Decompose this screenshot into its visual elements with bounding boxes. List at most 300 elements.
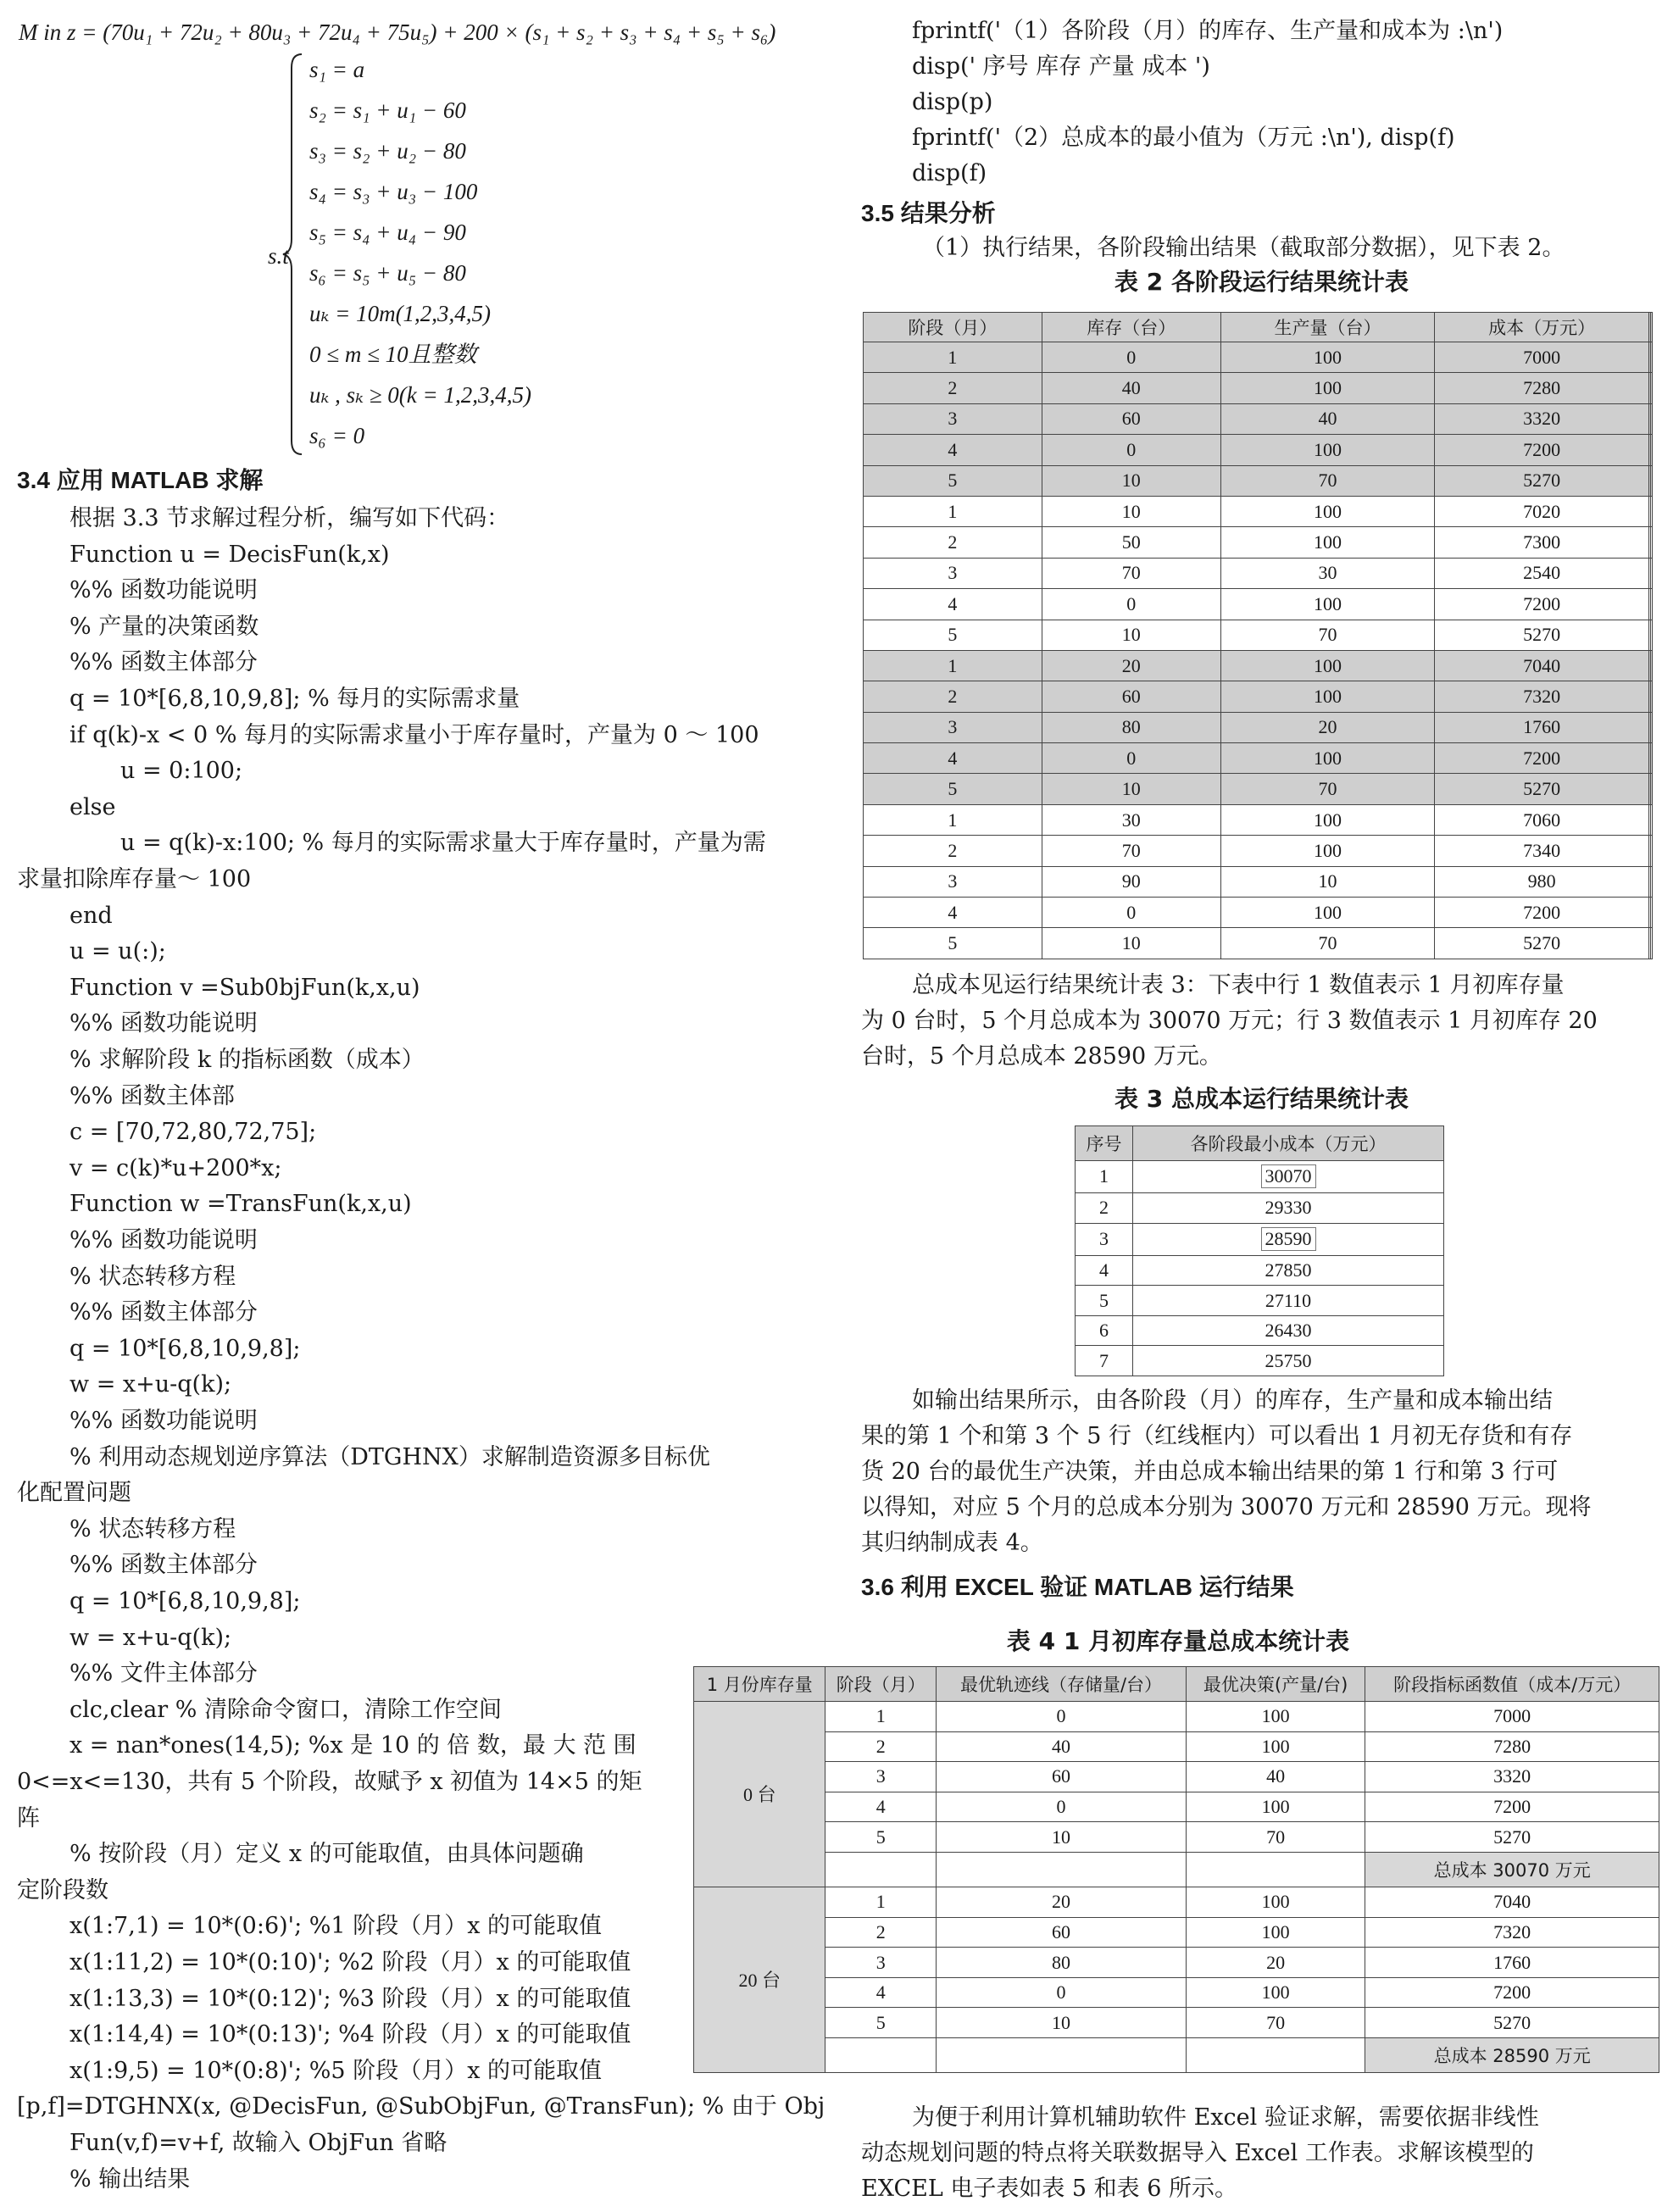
paragraph-line: 为 0 台时，5 个月总成本为 30070 万元；行 3 数值表示 1 月初库存 20 <box>861 1008 1598 1034</box>
table-row <box>864 743 1653 774</box>
table-cell: 1760 <box>1435 712 1649 742</box>
table-cell: 100 <box>1220 743 1435 774</box>
table-row <box>694 1792 1659 1822</box>
table-row <box>864 681 1653 712</box>
table-row <box>864 898 1653 928</box>
code-line: c = [70,72,80,72,75]; <box>69 1119 317 1145</box>
highlighted-value: 30070 <box>1261 1164 1316 1188</box>
empty-cell <box>937 1853 1187 1887</box>
table-cell: 7200 <box>1435 743 1649 774</box>
empty-cell <box>1650 620 1652 650</box>
table-cell: 50 <box>1042 527 1220 558</box>
table-cell: 100 <box>1186 1917 1365 1948</box>
table-cell: 2 <box>825 1731 937 1762</box>
group-label: 20 台 <box>694 1887 825 2072</box>
table-cell: 980 <box>1435 866 1649 897</box>
table-cell: 10 <box>1042 465 1220 496</box>
table-row <box>1076 1160 1444 1192</box>
table-cell: 10 <box>937 2008 1187 2038</box>
table-cell <box>1133 1160 1444 1192</box>
table-row <box>694 2008 1659 2038</box>
table-cell: 10 <box>1220 866 1435 897</box>
table-cell: 100 <box>1186 1731 1365 1762</box>
empty-cell <box>1186 2038 1365 2073</box>
table-cell: 7040 <box>1365 1887 1659 1917</box>
table-cell: 0 <box>1042 435 1220 465</box>
table-cell: 5 <box>864 465 1042 496</box>
code-line: %% 函数主体部分 <box>69 649 258 675</box>
table-cell: 30 <box>1042 804 1220 835</box>
table-cell: 100 <box>1220 836 1435 866</box>
table-cell: 10 <box>1042 620 1220 650</box>
table-cell: 7280 <box>1365 1731 1659 1762</box>
code-line: w = x+u-q(k); <box>69 1371 232 1398</box>
table-row <box>864 342 1653 373</box>
table-cell: 7020 <box>1435 496 1649 526</box>
table-row <box>694 1887 1659 1917</box>
empty-cell <box>1650 465 1652 496</box>
column-header: 最优决策(产量/台) <box>1186 1667 1365 1702</box>
code-line: v = c(k)*u+200*x; <box>69 1155 282 1181</box>
empty-cell <box>1650 774 1652 804</box>
constraint-line: s₅ = s₄ + u₄ − 90 <box>309 220 466 245</box>
table-header-row <box>1076 1126 1444 1161</box>
code-line: [p,f]=DTGHNX(x, @DecisFun, @SubObjFun, @TransFun); % 由于 Obj <box>17 2093 825 2120</box>
table-cell: 70 <box>1220 620 1435 650</box>
constraint-line: s₁ = a <box>309 57 365 82</box>
table-cell: 40 <box>1186 1762 1365 1792</box>
empty-cell <box>1650 681 1652 712</box>
table-row <box>864 712 1653 742</box>
empty-cell <box>1650 589 1652 620</box>
paragraph-line: 果的第 1 个和第 3 个 5 行（红线框内）可以看出 1 月初无存货和有存 <box>861 1423 1573 1449</box>
highlighted-value: 28590 <box>1261 1227 1316 1251</box>
table-cell: 2 <box>864 527 1042 558</box>
objective-formula: M in z = (70u₁ + 72u₂ + 80u₃ + 72u₄ + 75u₅) + 200 × (s₁ + s₂ + s₃ + s₄ + s₅ + s₆) <box>19 19 776 45</box>
table-cell: 7200 <box>1365 1977 1659 2008</box>
table-cell: 100 <box>1220 804 1435 835</box>
code-line: 化配置问题 <box>17 1480 131 1506</box>
table-cell: 7320 <box>1365 1917 1659 1948</box>
table-row <box>864 403 1653 434</box>
empty-cell <box>1650 804 1652 835</box>
table-cell: 5 <box>1076 1286 1133 1316</box>
table-cell: 3 <box>825 1762 937 1792</box>
code-line: fprintf('（1）各阶段（月）的库存、生产量和成本为 :\n') <box>912 18 1504 44</box>
table-cell: 1 <box>864 496 1042 526</box>
table-cell: 70 <box>1220 774 1435 804</box>
table-cell: 4 <box>825 1792 937 1822</box>
table-header-row <box>864 313 1653 342</box>
table-row <box>864 804 1653 835</box>
constraint-line: s₂ = s₁ + u₁ − 60 <box>309 97 466 123</box>
code-line: fprintf('（2）总成本的最小值为（万元 :\n'), disp(f) <box>912 125 1455 151</box>
table-cell: 5270 <box>1435 465 1649 496</box>
table-row <box>1076 1286 1444 1316</box>
code-line: 求量扣除库存量～ 100 <box>17 866 252 892</box>
table-cell: 27110 <box>1133 1286 1444 1316</box>
table-cell: 5 <box>864 774 1042 804</box>
table-row <box>694 1762 1659 1792</box>
table-row <box>694 1822 1659 1853</box>
code-line: % 按阶段（月）定义 x 的可能取值，由具体问题确 <box>69 1841 584 1867</box>
table-cell: 3 <box>864 558 1042 588</box>
table-cell: 1 <box>864 650 1042 681</box>
empty-cell <box>1650 373 1652 403</box>
code-line: 0<=x<=130，共有 5 个阶段，故赋予 x 初值为 14×5 的矩 <box>17 1769 642 1795</box>
table-cell: 7200 <box>1435 898 1649 928</box>
code-line: %% 函数主体部 <box>69 1083 235 1109</box>
code-line: q = 10*[6,8,10,9,8]; <box>69 1336 301 1362</box>
table-cell <box>1133 1223 1444 1255</box>
table-cell: 7280 <box>1435 373 1649 403</box>
table-cell: 0 <box>937 1701 1187 1731</box>
table-cell: 7340 <box>1435 836 1649 866</box>
code-line: Function u = DecisFun(k,x) <box>69 542 390 568</box>
total-cost-cell: 总成本 30070 万元 <box>1365 1853 1659 1887</box>
table-cell: 4 <box>864 589 1042 620</box>
table-cell: 7320 <box>1435 681 1649 712</box>
table-cell: 40 <box>1220 403 1435 434</box>
table-row <box>864 650 1653 681</box>
table-cell: 7200 <box>1435 435 1649 465</box>
empty-cell <box>1650 836 1652 866</box>
table-cell: 70 <box>1042 836 1220 866</box>
code-line: if q(k)-x < 0 % 每月的实际需求量小于库存量时，产量为 0 ～ 100 <box>69 722 759 748</box>
code-line: % 状态转移方程 <box>69 1516 236 1542</box>
table-cell: 27850 <box>1133 1255 1444 1286</box>
paragraph-line: 如输出结果所示，由各阶段（月）的库存，生产量和成本输出结 <box>912 1387 1553 1414</box>
paragraph-line: EXCEL 电子表如表 5 和表 6 所示。 <box>861 2176 1238 2202</box>
table-row <box>694 1948 1659 1978</box>
table-row <box>864 496 1653 526</box>
table-cell: 5270 <box>1435 928 1649 959</box>
empty-cell <box>825 1853 937 1887</box>
total-row <box>694 1853 1659 1887</box>
column-header <box>1650 313 1652 342</box>
code-line: 阵 <box>17 1805 40 1831</box>
empty-cell <box>1650 496 1652 526</box>
table-header-row <box>694 1667 1659 1702</box>
code-line: x = nan*ones(14,5); %x 是 10 的 倍 数，最 大 范 围 <box>69 1732 636 1759</box>
table-cell: 5 <box>825 1822 937 1853</box>
table-row <box>1076 1346 1444 1376</box>
table-cell: 3 <box>864 403 1042 434</box>
table-cell: 80 <box>937 1948 1187 1978</box>
table-cell: 5270 <box>1435 620 1649 650</box>
table-cell: 7000 <box>1435 342 1649 373</box>
paragraph-line: 动态规划问题的特点将关联数据导入 Excel 工作表。求解该模型的 <box>861 2140 1534 2166</box>
empty-cell <box>1650 928 1652 959</box>
column-header: 成本（万元） <box>1435 313 1649 342</box>
table-cell: 0 <box>1042 589 1220 620</box>
empty-cell <box>1650 743 1652 774</box>
paragraph-line: 台时，5 个月总成本 28590 万元。 <box>861 1043 1222 1070</box>
table-cell: 3320 <box>1365 1762 1659 1792</box>
table-cell: 1 <box>1076 1160 1133 1192</box>
paragraph-line: 其归纳制成表 4。 <box>861 1530 1043 1556</box>
table-cell: 40 <box>937 1731 1187 1762</box>
code-line: % 利用动态规划逆序算法（DTGHNX）求解制造资源多目标优 <box>69 1444 710 1470</box>
table-cell: 100 <box>1220 681 1435 712</box>
table-row <box>694 1701 1659 1731</box>
code-line: %% 函数主体部分 <box>69 1299 258 1326</box>
table-cell: 4 <box>864 435 1042 465</box>
table-row <box>864 928 1653 959</box>
table-cell: 5 <box>864 928 1042 959</box>
table-cell: 4 <box>864 743 1042 774</box>
st-label: s.t <box>268 243 289 269</box>
code-line: w = x+u-q(k); <box>69 1625 232 1651</box>
table-cell: 20 <box>1186 1948 1365 1978</box>
table-row <box>864 589 1653 620</box>
table-cell: 100 <box>1220 527 1435 558</box>
empty-cell <box>1650 558 1652 588</box>
code-line: disp(p) <box>912 89 993 115</box>
empty-cell <box>1650 527 1652 558</box>
column-header: 生产量（台） <box>1220 313 1435 342</box>
code-line: 定阶段数 <box>17 1877 108 1904</box>
column-header: 阶段指标函数值（成本/万元） <box>1365 1667 1659 1702</box>
code-line: clc,clear % 清除命令窗口，清除工作空间 <box>69 1697 503 1723</box>
table-cell: 7 <box>1076 1346 1133 1376</box>
table-cell: 80 <box>1042 712 1220 742</box>
code-line: x(1:13,3) = 10*(0:12)'; %3 阶段（月）x 的可能取值 <box>69 1986 631 2012</box>
empty-cell <box>1650 435 1652 465</box>
code-line: u = u(:); <box>69 938 166 964</box>
column-header: 1 月份库存量 <box>694 1667 825 1702</box>
empty-cell <box>825 2038 937 2073</box>
code-line: Fun(v,f)=v+f, 故输入 ObjFun 省略 <box>69 2130 447 2156</box>
table-cell: 5 <box>864 620 1042 650</box>
table-cell: 10 <box>937 1822 1187 1853</box>
empty-cell <box>1650 403 1652 434</box>
total-row <box>694 2038 1659 2073</box>
code-line: % 产量的决策函数 <box>69 614 259 640</box>
table-cell: 3320 <box>1435 403 1649 434</box>
code-line: %% 函数主体部分 <box>69 1552 258 1578</box>
table-cell: 90 <box>1042 866 1220 897</box>
column-header: 阶段（月） <box>825 1667 937 1702</box>
table-cell: 70 <box>1220 465 1435 496</box>
paragraph-line: 以得知，对应 5 个月的总成本分别为 30070 万元和 28590 万元。现将 <box>861 1494 1592 1520</box>
column-header: 阶段（月） <box>864 313 1042 342</box>
table-cell: 100 <box>1220 342 1435 373</box>
empty-cell <box>1186 1853 1365 1887</box>
table-cell: 5 <box>825 2008 937 2038</box>
section-3-5-paragraph: （1）执行结果，各阶段输出结果（截取部分数据），见下表 2。 <box>922 235 1565 261</box>
table3-caption: 表 3 总成本运行结果统计表 <box>1114 1085 1409 1113</box>
constraint-line: s₄ = s₃ + u₃ − 100 <box>309 179 478 204</box>
table-cell: 2 <box>864 836 1042 866</box>
column-header: 最优轨迹线（存储量/台） <box>937 1667 1187 1702</box>
constraint-line: s₃ = s₂ + u₂ − 80 <box>309 138 466 164</box>
constraint-line: s₆ = 0 <box>309 423 365 448</box>
table-cell: 7040 <box>1435 650 1649 681</box>
empty-cell <box>937 2038 1187 2073</box>
table-cell: 10 <box>1042 496 1220 526</box>
code-line: q = 10*[6,8,10,9,8]; <box>69 1588 301 1615</box>
table-cell: 2 <box>1076 1193 1133 1224</box>
table-cell: 10 <box>1042 774 1220 804</box>
code-line: disp(f) <box>912 160 987 186</box>
table-cell: 5270 <box>1365 2008 1659 2038</box>
table-cell: 0 <box>937 1977 1187 2008</box>
code-line: % 状态转移方程 <box>69 1264 236 1290</box>
table-row <box>864 866 1653 897</box>
code-line: %% 函数功能说明 <box>69 1010 258 1037</box>
table-row <box>694 1917 1659 1948</box>
table4 <box>693 1666 1659 2073</box>
section-3-4-title: 3.4 应用 MATLAB 求解 <box>17 467 264 493</box>
table-row <box>1076 1193 1444 1224</box>
table-cell: 60 <box>1042 681 1220 712</box>
table-row <box>864 620 1653 650</box>
table-cell: 20 <box>937 1887 1187 1917</box>
table-cell: 3 <box>864 866 1042 897</box>
table-cell: 100 <box>1186 1701 1365 1731</box>
table2-caption: 表 2 各阶段运行结果统计表 <box>1114 268 1409 296</box>
table-cell: 1 <box>864 804 1042 835</box>
table-cell: 70 <box>1186 1822 1365 1853</box>
table-row <box>864 465 1653 496</box>
table-cell: 100 <box>1186 1977 1365 2008</box>
code-line: % 输出结果 <box>69 2166 191 2193</box>
table-cell: 7200 <box>1365 1792 1659 1822</box>
table-row <box>694 1731 1659 1762</box>
code-line: end <box>69 903 113 929</box>
table-cell: 60 <box>937 1762 1187 1792</box>
table-cell: 5270 <box>1365 1822 1659 1853</box>
table3 <box>1075 1125 1444 1376</box>
table-row <box>864 774 1653 804</box>
table-cell: 100 <box>1186 1887 1365 1917</box>
empty-cell <box>1650 712 1652 742</box>
table-cell: 1 <box>825 1887 937 1917</box>
table-cell: 25750 <box>1133 1346 1444 1376</box>
table-row <box>694 1977 1659 2008</box>
table-cell: 20 <box>1042 650 1220 681</box>
column-header: 序号 <box>1076 1126 1133 1161</box>
table2 <box>863 312 1653 959</box>
table-cell: 0 <box>1042 743 1220 774</box>
table-cell: 1 <box>864 342 1042 373</box>
paragraph-line: 货 20 台的最优生产决策，并由总成本输出结果的第 1 行和第 3 行可 <box>861 1459 1559 1485</box>
empty-cell <box>1650 866 1652 897</box>
column-header: 各阶段最小成本（万元） <box>1133 1126 1444 1161</box>
table4-caption: 表 4 1 月初库存量总成本统计表 <box>1006 1627 1350 1655</box>
table-cell: 2540 <box>1435 558 1649 588</box>
code-line: q = 10*[6,8,10,9,8]; % 每月的实际需求量 <box>69 686 520 712</box>
table-cell: 100 <box>1220 435 1435 465</box>
paragraph-line: 为便于利用计算机辅助软件 Excel 验证求解，需要依据非线性 <box>912 2104 1539 2131</box>
table-cell: 0 <box>937 1792 1187 1822</box>
table-cell: 7060 <box>1435 804 1649 835</box>
code-line: x(1:14,4) = 10*(0:13)'; %4 阶段（月）x 的可能取值 <box>69 2021 631 2048</box>
constraint-line: uₖ = 10m(1,2,3,4,5) <box>309 301 492 326</box>
table-cell: 6 <box>1076 1315 1133 1346</box>
constraint-line: s₆ = s₅ + u₅ − 80 <box>309 260 466 286</box>
paragraph-line: 总成本见运行结果统计表 3：下表中行 1 数值表示 1 月初库存量 <box>912 972 1565 998</box>
code-line: x(1:9,5) = 10*(0:8)'; %5 阶段（月）x 的可能取值 <box>69 2058 602 2084</box>
table-cell: 100 <box>1220 496 1435 526</box>
table-row <box>864 836 1653 866</box>
table-cell: 100 <box>1220 650 1435 681</box>
section-3-6-title: 3.6 利用 EXCEL 验证 MATLAB 运行结果 <box>861 1574 1294 1600</box>
code-line: u = 0:100; <box>120 758 243 784</box>
table-cell: 7000 <box>1365 1701 1659 1731</box>
table-cell: 4 <box>825 1977 937 2008</box>
constraint-line: 0 ≤ m ≤ 10且整数 <box>309 342 477 367</box>
table-cell: 20 <box>1220 712 1435 742</box>
group-label: 0 台 <box>694 1701 825 1887</box>
empty-cell <box>1650 898 1652 928</box>
table-row <box>864 558 1653 588</box>
table-cell: 7200 <box>1435 589 1649 620</box>
table-cell: 3 <box>1076 1223 1133 1255</box>
section-3-5-title: 3.5 结果分析 <box>861 200 996 226</box>
table-cell: 4 <box>1076 1255 1133 1286</box>
table-cell: 60 <box>937 1917 1187 1948</box>
constraint-line: uₖ , sₖ ≥ 0(k = 1,2,3,4,5) <box>309 382 531 408</box>
code-line: % 求解阶段 k 的指标函数（成本） <box>69 1047 425 1073</box>
table-cell: 100 <box>1186 1792 1365 1822</box>
table-cell: 10 <box>1042 928 1220 959</box>
table-cell: 26430 <box>1133 1315 1444 1346</box>
table-cell: 7300 <box>1435 527 1649 558</box>
table-cell: 0 <box>1042 898 1220 928</box>
code-line: Function w =TransFun(k,x,u) <box>69 1191 412 1217</box>
table-row <box>864 527 1653 558</box>
empty-cell <box>1650 650 1652 681</box>
code-line: x(1:7,1) = 10*(0:6)'; %1 阶段（月）x 的可能取值 <box>69 1913 602 1939</box>
table-cell: 100 <box>1220 589 1435 620</box>
table-row <box>1076 1255 1444 1286</box>
table-cell: 70 <box>1186 2008 1365 2038</box>
code-line: else <box>69 794 116 820</box>
table-cell: 100 <box>1220 898 1435 928</box>
table-cell: 2 <box>864 373 1042 403</box>
table-cell: 40 <box>1042 373 1220 403</box>
code-line: %% 文件主体部分 <box>69 1660 258 1687</box>
code-line: x(1:11,2) = 10*(0:10)'; %2 阶段（月）x 的可能取值 <box>69 1949 631 1976</box>
total-cost-cell: 总成本 28590 万元 <box>1365 2038 1659 2073</box>
table-cell: 100 <box>1220 373 1435 403</box>
code-line: %% 函数功能说明 <box>69 577 258 603</box>
table-row <box>864 435 1653 465</box>
table-cell: 1 <box>825 1701 937 1731</box>
table-cell: 2 <box>825 1917 937 1948</box>
code-line: %% 函数功能说明 <box>69 1227 258 1253</box>
table-cell: 3 <box>825 1948 937 1978</box>
table-cell: 0 <box>1042 342 1220 373</box>
column-header: 库存（台） <box>1042 313 1220 342</box>
empty-cell <box>1650 342 1652 373</box>
table-row <box>864 373 1653 403</box>
table-cell: 3 <box>864 712 1042 742</box>
code-line: %% 函数功能说明 <box>69 1408 258 1434</box>
table-cell: 70 <box>1220 928 1435 959</box>
table-row <box>1076 1223 1444 1255</box>
table-cell: 29330 <box>1133 1193 1444 1224</box>
code-line: disp(' 序号 库存 产量 成本 ') <box>912 53 1210 80</box>
code-line: 根据 3.3 节求解过程分析，编写如下代码： <box>69 505 510 531</box>
table-cell: 5270 <box>1435 774 1649 804</box>
table-cell: 70 <box>1042 558 1220 588</box>
table-row <box>1076 1315 1444 1346</box>
code-line: Function v =Sub0bjFun(k,x,u) <box>69 975 420 1001</box>
table-cell: 30 <box>1220 558 1435 588</box>
